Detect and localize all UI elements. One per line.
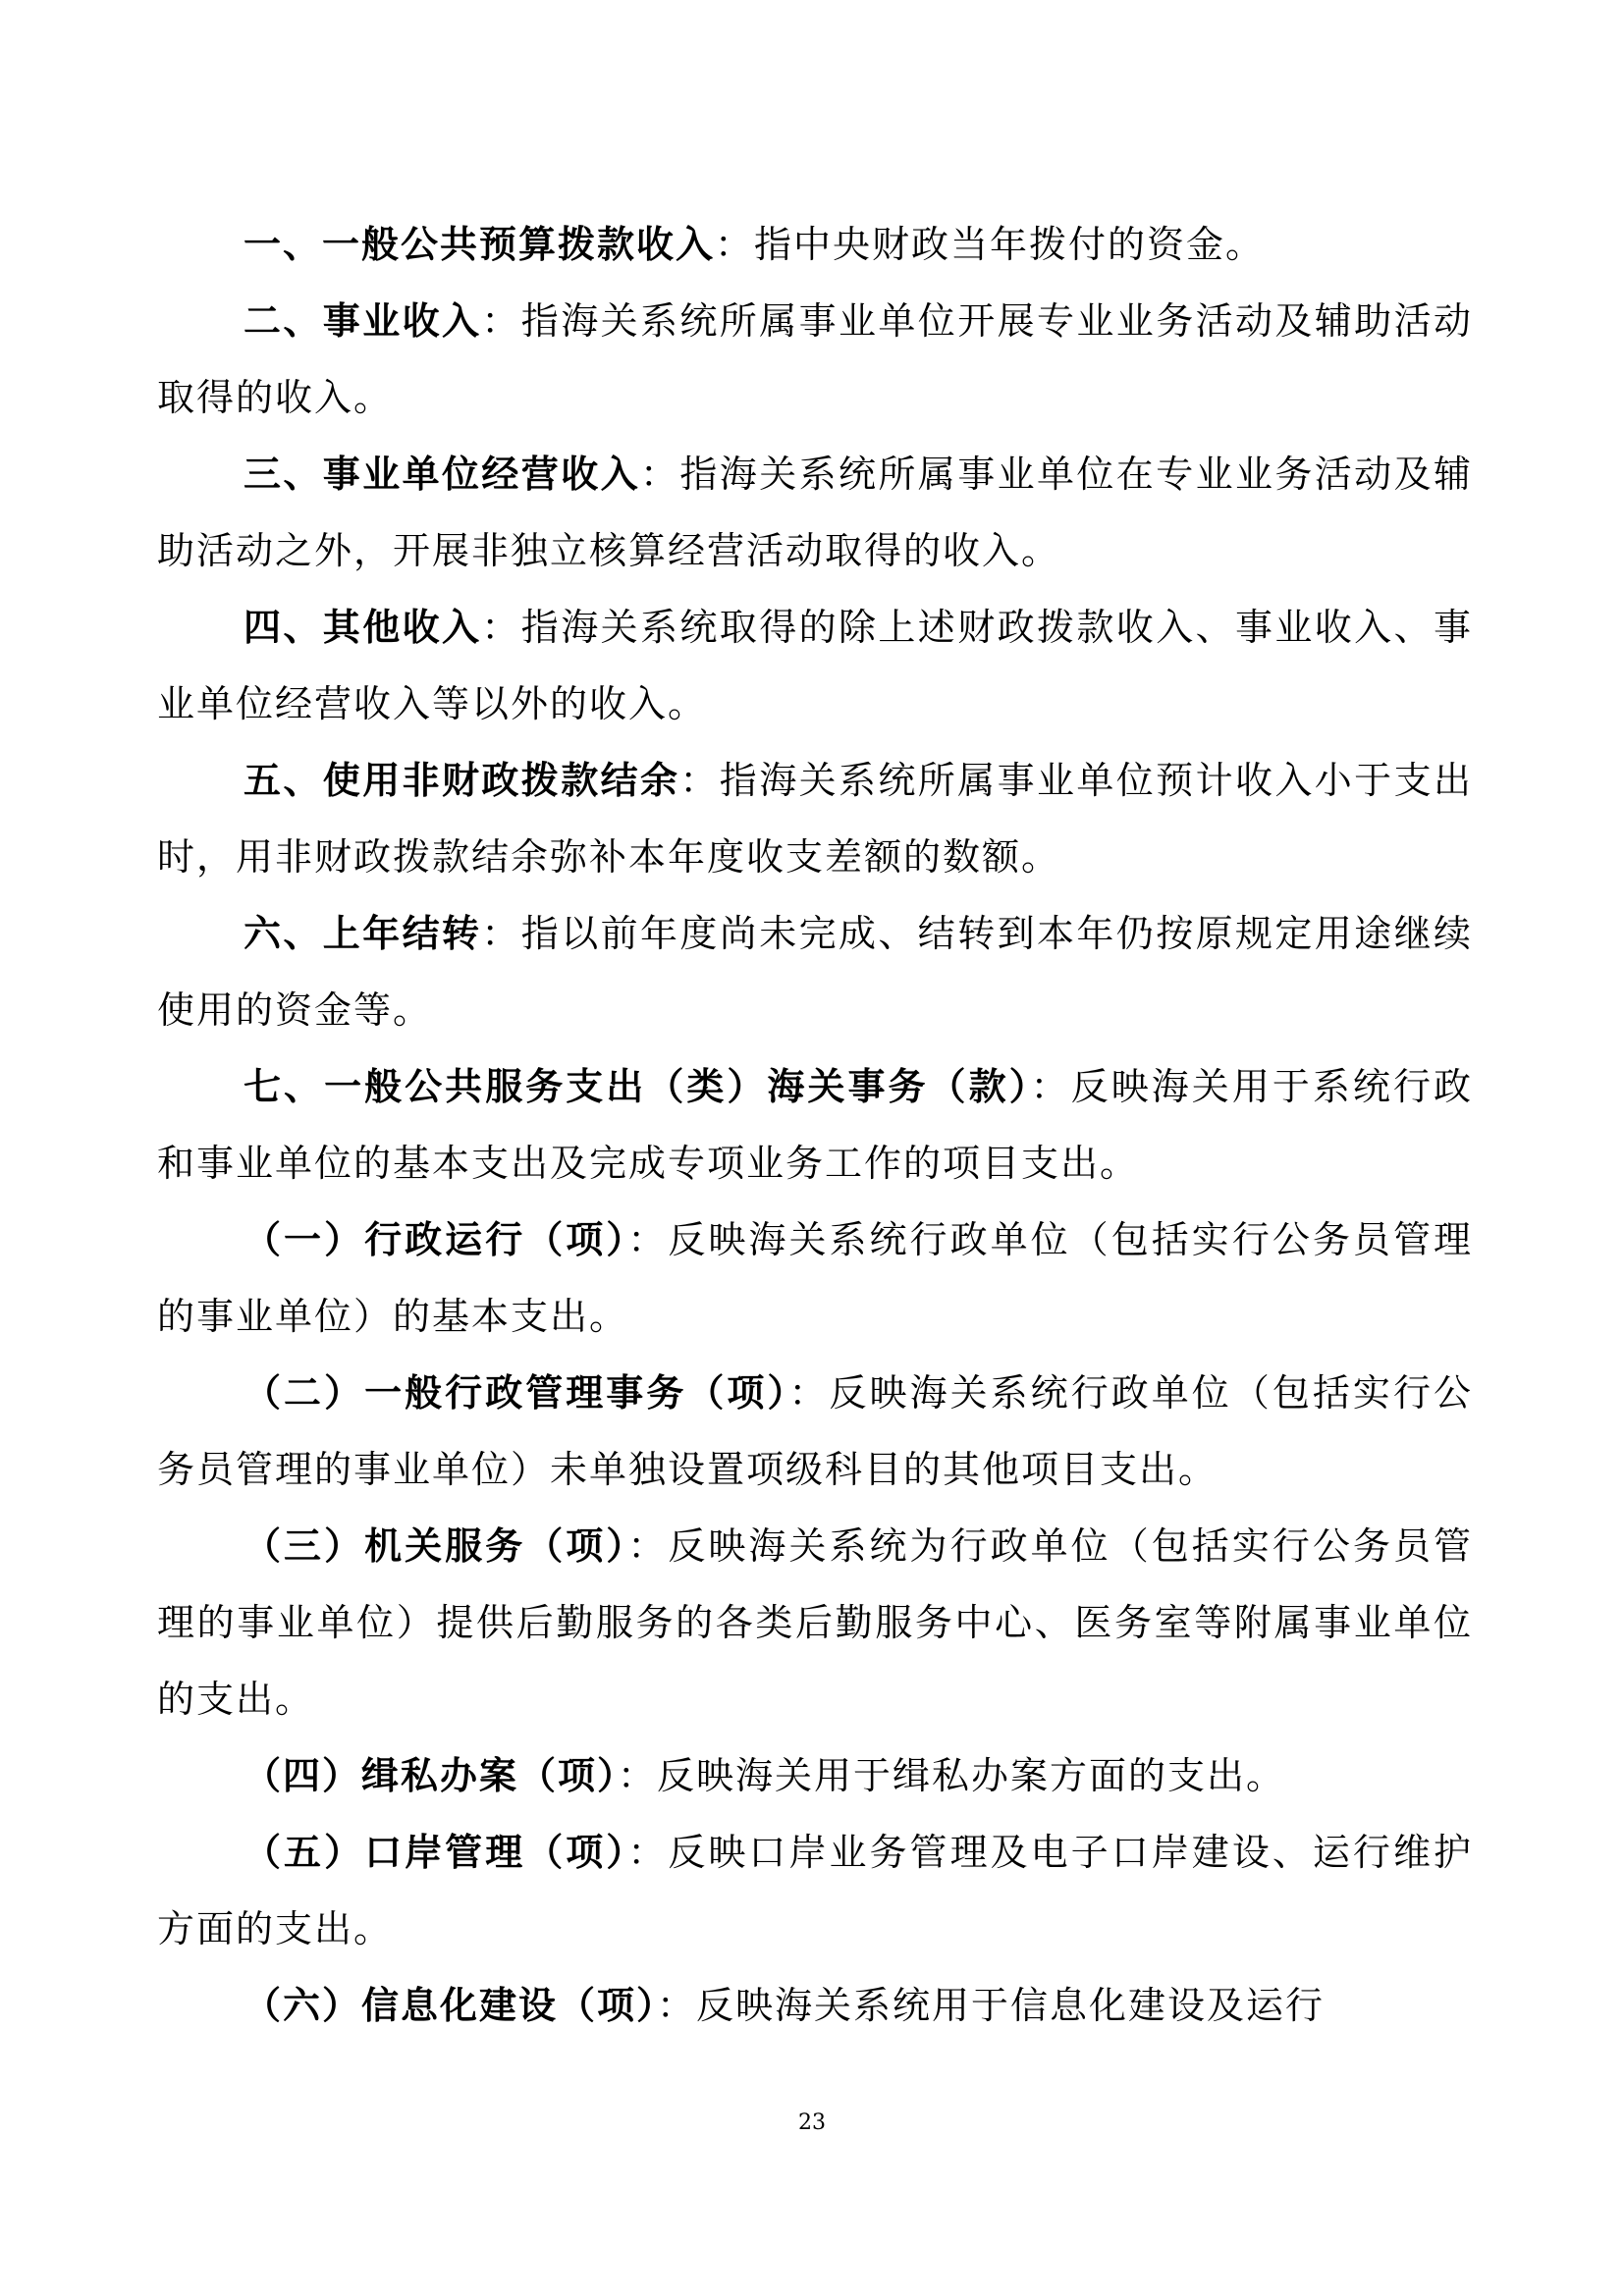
paragraph-agency-services [157, 1508, 1473, 1737]
paragraph-general-budget-income [157, 206, 1473, 283]
term-definition: ：指以前年度尚未完成、结转到本年仍按原规定用途继续使用的资金等。 [157, 912, 1473, 1032]
term-definition: ：反映海关系统为行政单位（包括实行公务员管理的事业单位）提供后勤服务的各类后勤服务中心、医务室等附属事业单位的支出。 [157, 1524, 1473, 1721]
term-label: （三）机关服务（项） [244, 1524, 628, 1568]
term-label: （四）缉私办案（项） [244, 1754, 619, 1797]
term-definition: ：指海关系统所属事业单位开展专业业务活动及辅助活动取得的收入。 [157, 299, 1473, 419]
term-label: （六）信息化建设（项） [244, 1984, 658, 2027]
paragraph-port-management [157, 1814, 1473, 1967]
paragraph-informatization [157, 1967, 1473, 2044]
paragraph-operating-income [157, 436, 1473, 589]
paragraph-anti-smuggling [157, 1737, 1473, 1814]
page-number: 23 [798, 2110, 826, 2135]
term-label: 二、事业收入 [244, 299, 482, 343]
term-definition: ：反映海关用于缉私办案方面的支出。 [618, 1754, 1286, 1797]
term-definition: ：指海关系统所属事业单位预计收入小于支出时，用非财政拨款结余弥补本年度收支差额的数额。 [157, 759, 1473, 879]
document-body [157, 206, 1473, 2044]
term-label: 四、其他收入 [244, 606, 482, 649]
paragraph-business-income [157, 283, 1473, 436]
term-label: 七、一般公共服务支出（类）海关事务（款） [244, 1065, 1031, 1108]
term-label: （五）口岸管理（项） [244, 1831, 628, 1874]
paragraph-prior-year-carryover [157, 895, 1473, 1048]
term-definition: ：指海关系统取得的除上述财政拨款收入、事业收入、事业单位经营收入等以外的收入。 [157, 606, 1473, 725]
term-label: （二）一般行政管理事务（项） [244, 1371, 789, 1415]
term-definition: ：反映海关系统行政单位（包括实行公务员管理的事业单位）未单独设置项级科目的其他项目支出。 [157, 1371, 1473, 1491]
term-label: 五、使用非财政拨款结余 [244, 759, 680, 802]
term-label: （一）行政运行（项） [244, 1218, 628, 1261]
term-definition: ：反映海关系统行政单位（包括实行公务员管理的事业单位）的基本支出。 [157, 1218, 1473, 1338]
paragraph-general-admin-affairs [157, 1355, 1473, 1508]
term-definition: ：反映口岸业务管理及电子口岸建设、运行维护方面的支出。 [157, 1831, 1473, 1950]
paragraph-non-fiscal-balance [157, 742, 1473, 895]
term-label: 六、上年结转 [244, 912, 482, 955]
term-label: 一、一般公共预算拨款收入 [244, 223, 716, 266]
term-definition: ：指海关系统所属事业单位在专业业务活动及辅助活动之外，开展非独立核算经营活动取得的收入。 [157, 453, 1473, 572]
term-definition: ：反映海关用于系统行政和事业单位的基本支出及完成专项业务工作的项目支出。 [157, 1065, 1473, 1185]
paragraph-administrative-operation [157, 1201, 1473, 1355]
paragraph-customs-affairs [157, 1048, 1473, 1201]
term-definition: ：反映海关系统用于信息化建设及运行 [657, 1984, 1326, 2027]
term-label: 三、事业单位经营收入 [244, 453, 640, 496]
term-definition: ：指中央财政当年拨付的资金。 [715, 223, 1266, 266]
paragraph-other-income [157, 589, 1473, 742]
